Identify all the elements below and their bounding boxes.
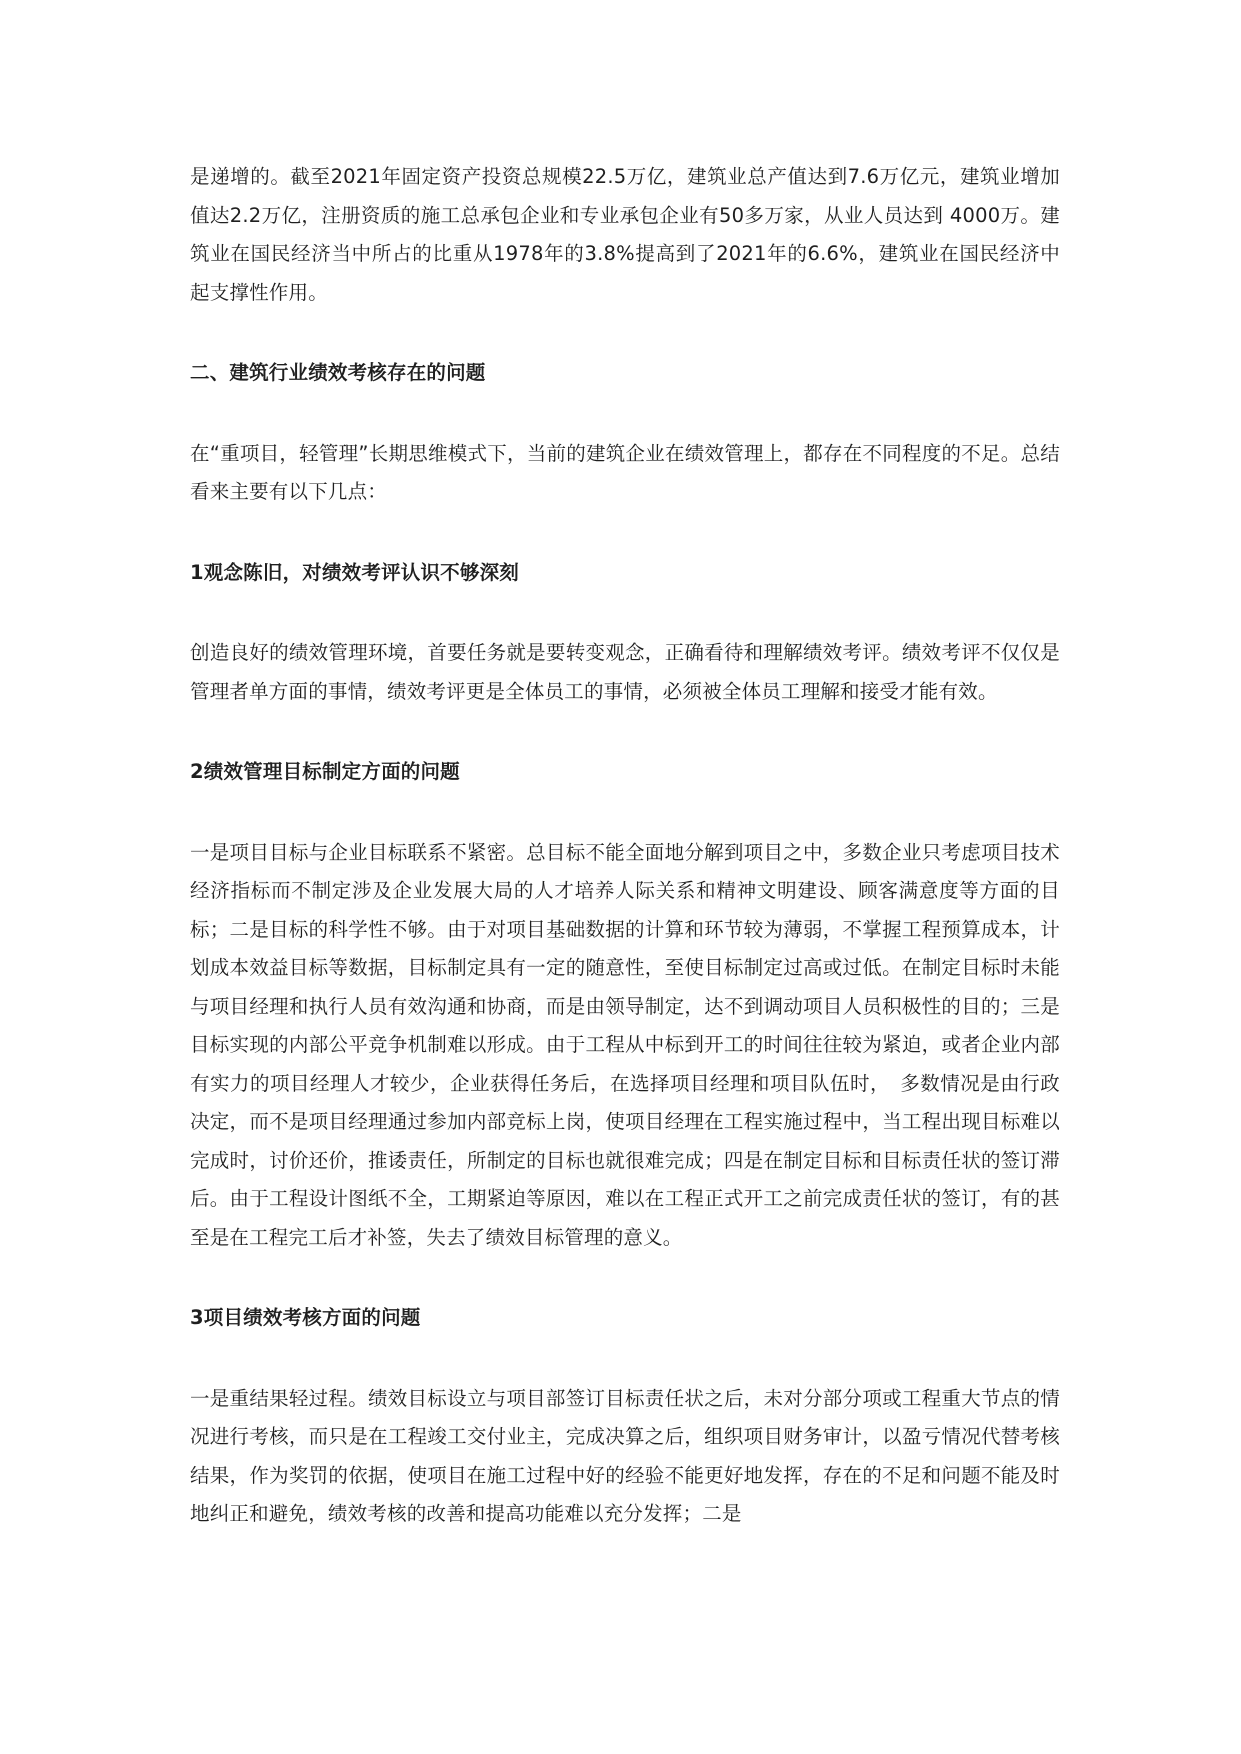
paragraph-intro-problems: 在“重项目，轻管理”长期思维模式下，当前的建筑企业在绩效管理上，都存在不同程度的不足。总结看来主要有以下几点： xyxy=(190,441,1060,503)
subheading-concepts: 1观念陈旧，对绩效考评认识不够深刻 xyxy=(190,560,519,584)
section-heading-problems: 二、建筑行业绩效考核存在的问题 xyxy=(190,361,486,384)
document-body xyxy=(190,158,1060,1576)
paragraph-industry-stats: 是递增的。截至2021年固定资产投资总规模22.5万亿，建筑业总产值达到7.6万亿元，建筑业增加值达2.2万亿，注册资质的施工总承包企业和专业承包企业有50多万家，从业人员达到 4000万。建筑业在国民经济当中所占的比重从1978年的3.8%提高到了2021年的6.6%，建筑业在国民经济中起支撑性作用。 xyxy=(190,165,1060,304)
paragraph-goal-setting: 一是项目目标与企业目标联系不紧密。总目标不能全面地分解到项目之中，多数企业只考虑项目技术经济指标而不制定涉及企业发展大局的人才培养人际关系和精神文明建设、顾客满意度等方面的目标；二是目标的科学性不够。由于对项目基础数据的计算和环节较为薄弱，不掌握工程预算成本，计划成本效益目标等数据，目标制定具有一定的随意性，至使目标制定过高或过低。在制定目标时未能与项目经理和执行人员有效沟通和协商，而是由领导制定，达不到调动项目人员积极性的目的；三是目标实现的内部公平竞争机制难以形成。由于工程从中标到开工的时间往往较为紧迫，或者企业内部有实力的项目经理人才较少，企业获得任务后，在选择项目经理和项目队伍时， 多数情况是由行政决定，而不是项目经理通过参加内部竞标上岗，使项目经理在工程实施过程中，当工程出现目标难以完成时，讨价还价，推诿责任，所制定的目标也就很难完成；四是在制定目标和目标责任状的签订滞后。由于工程设计图纸不全，工期紧迫等原因，难以在工程正式开工之前完成责任状的签订，有的甚至是在工程完工后才补签，失去了绩效目标管理的意义。 xyxy=(190,840,1060,1249)
subheading-project-assessment: 3项目绩效考核方面的问题 xyxy=(190,1306,421,1329)
paragraph-concepts: 创造良好的绩效管理环境，首要任务就是要转变观念，正确看待和理解绩效考评。绩效考评不仅仅是管理者单方面的事情，绩效考评更是全体员工的事情，必须被全体员工理解和接受才能有效。 xyxy=(190,641,1060,703)
subheading-goal-setting: 2绩效管理目标制定方面的问题 xyxy=(190,760,460,783)
paragraph-project-assessment: 一是重结果轻过程。绩效目标设立与项目部签订目标责任状之后，未对分部分项或工程重大节点的情况进行考核，而只是在工程竣工交付业主，完成决算之后，组织项目财务审计，以盈亏情况代替考核结果，作为奖罚的依据，使项目在施工过程中好的经验不能更好地发挥，存在的不足和问题不能及时地纠正和避免，绩效考核的改善和提高功能难以充分发挥；二是 xyxy=(190,1386,1060,1525)
